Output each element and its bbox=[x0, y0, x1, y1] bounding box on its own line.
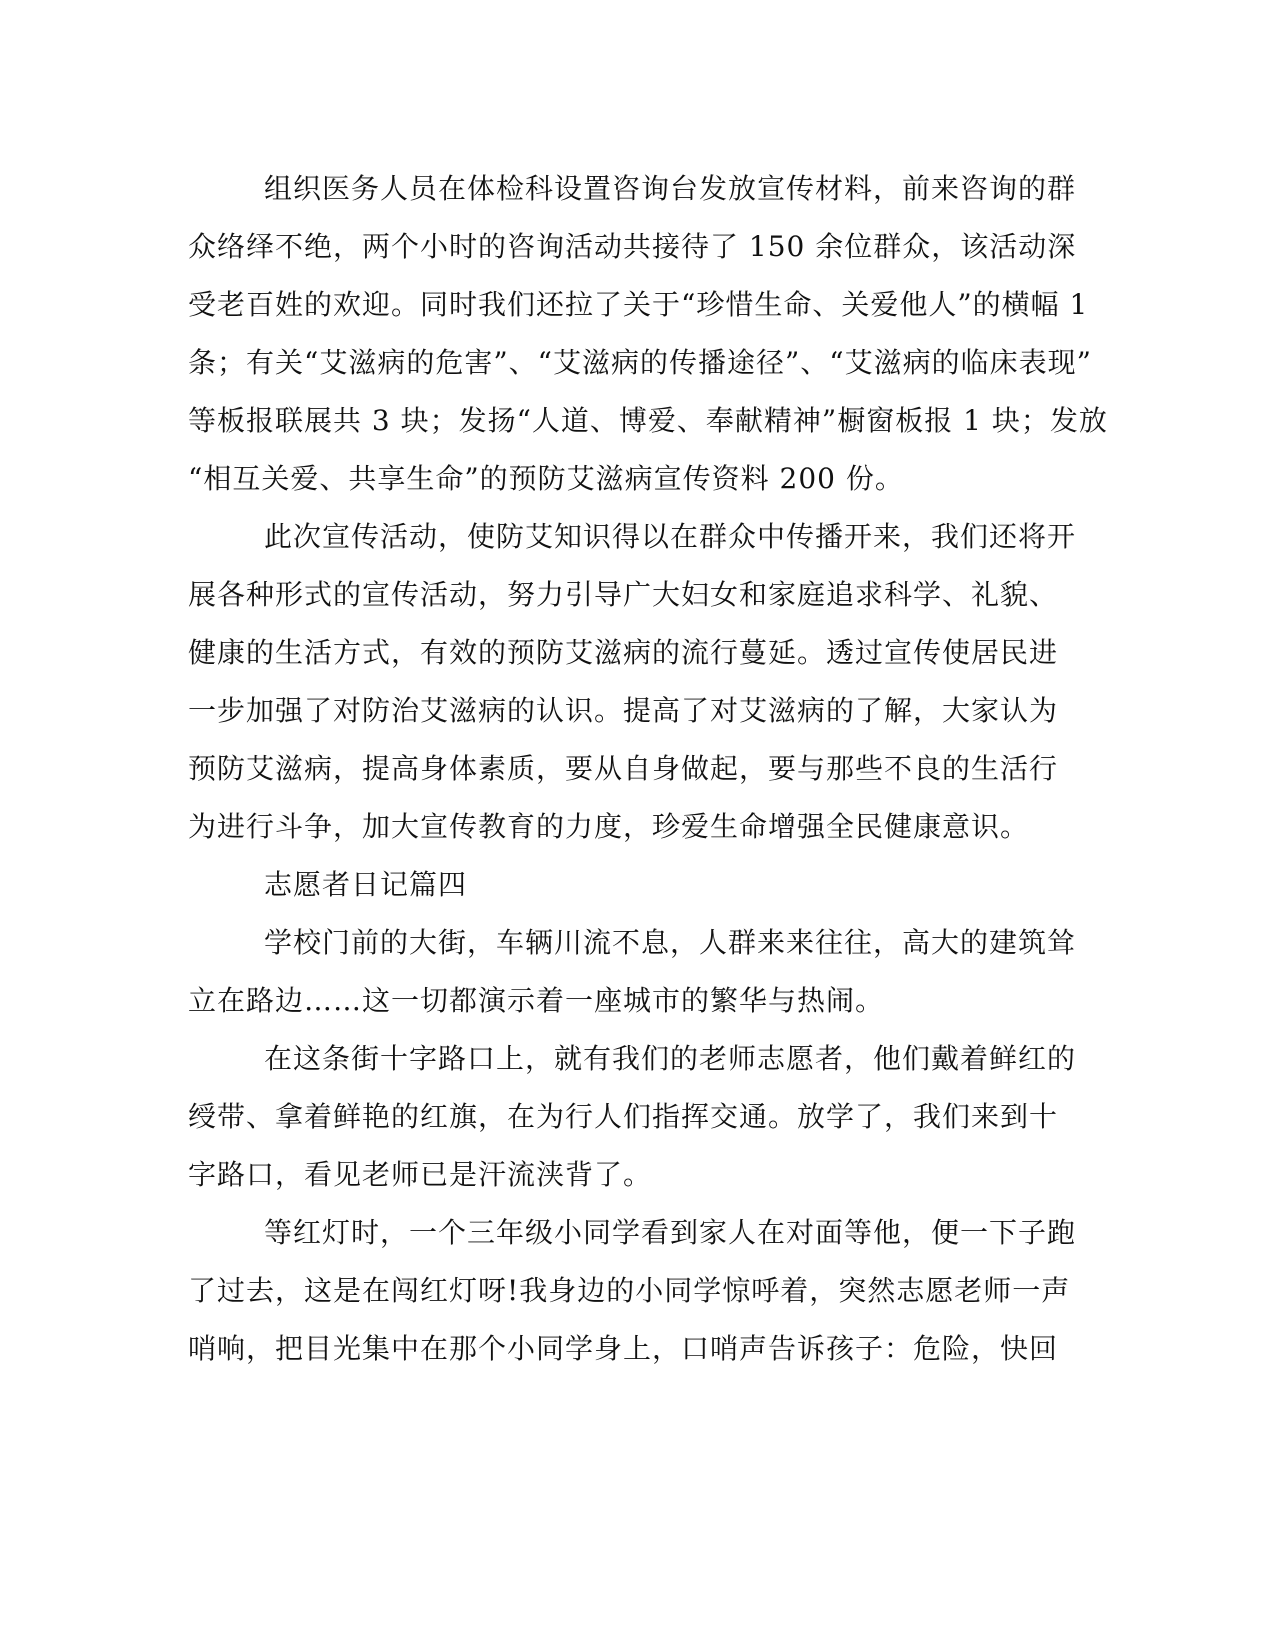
text-line: 健康的生活方式，有效的预防艾滋病的流行蔓延。透过宣传使居民进 bbox=[188, 636, 1059, 669]
text-line: 等板报联展共 3 块；发扬“人道、博爱、奉献精神”橱窗板报 1 块；发放 bbox=[188, 404, 1108, 437]
section-heading: 志愿者日记篇四 bbox=[264, 868, 468, 901]
text-line: 受老百姓的欢迎。同时我们还拉了关于“珍惜生命、关爱他人”的横幅 1 bbox=[188, 288, 1089, 321]
text-line: 哨响，把目光集中在那个小同学身上，口哨声告诉孩子：危险，快回 bbox=[188, 1332, 1059, 1365]
text-line: “相互关爱、共享生命”的预防艾滋病宣传资料 200 份。 bbox=[188, 462, 904, 495]
text-line: 在这条街十字路口上，就有我们的老师志愿者，他们戴着鲜红的 bbox=[264, 1042, 1077, 1075]
text-line: 等红灯时，一个三年级小同学看到家人在对面等他，便一下子跑 bbox=[264, 1216, 1077, 1249]
text-line: 展各种形式的宣传活动，努力引导广大妇女和家庭追求科学、礼貌、 bbox=[188, 578, 1059, 611]
text-line: 为进行斗争，加大宣传教育的力度，珍爱生命增强全民健康意识。 bbox=[188, 810, 1030, 843]
document-body bbox=[188, 160, 1108, 1378]
text-line: 此次宣传活动，使防艾知识得以在群众中传播开来，我们还将开 bbox=[264, 520, 1077, 553]
text-line: 了过去，这是在闯红灯呀!我身边的小同学惊呼着，突然志愿老师一声 bbox=[188, 1274, 1071, 1307]
text-line: 绶带、拿着鲜艳的红旗，在为行人们指挥交通。放学了，我们来到十 bbox=[188, 1100, 1059, 1133]
text-line: 条；有关“艾滋病的危害”、“艾滋病的传播途径”、“艾滋病的临床表现” bbox=[188, 346, 1092, 379]
text-line: 字路口，看见老师已是汗流浃背了。 bbox=[188, 1158, 653, 1191]
text-line: 组织医务人员在体检科设置咨询台发放宣传材料，前来咨询的群 bbox=[264, 172, 1077, 205]
text-line: 众络绎不绝，两个小时的咨询活动共接待了 150 余位群众，该活动深 bbox=[188, 230, 1077, 263]
text-line: 立在路边……这一切都演示着一座城市的繁华与热闹。 bbox=[188, 984, 885, 1017]
text-line: 一步加强了对防治艾滋病的认识。提高了对艾滋病的了解，大家认为 bbox=[188, 694, 1059, 727]
text-line: 学校门前的大街，车辆川流不息，人群来来往往，高大的建筑耸 bbox=[264, 926, 1077, 959]
text-line: 预防艾滋病，提高身体素质，要从自身做起，要与那些不良的生活行 bbox=[188, 752, 1059, 785]
